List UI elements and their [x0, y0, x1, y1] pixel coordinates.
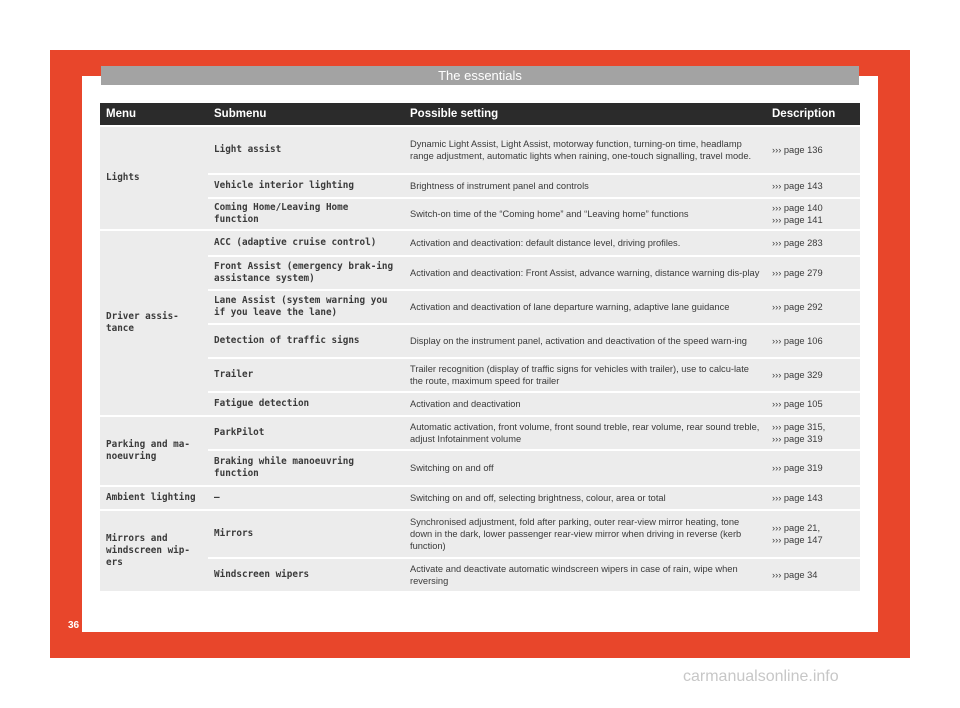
page-ref[interactable]: ››› page 140 [772, 203, 823, 213]
page-ref-cell [766, 257, 860, 289]
setting-cell: Display on the instrument panel, activation and deactivation of the speed warn-ing [404, 325, 766, 357]
table-row [100, 231, 860, 255]
column-header-description: Description [766, 103, 860, 125]
page-ref[interactable]: ››› page 147 [772, 535, 823, 545]
submenu-cell: Braking while manoeuvring function [208, 451, 404, 485]
watermark: carmanualsonline.info [683, 668, 839, 685]
menu-cell: Parking and ma-noeuvring [100, 417, 208, 485]
setting-cell: Brightness of instrument panel and controls [404, 175, 766, 197]
setting-cell: Activation and deactivation of lane departure warning, adaptive lane guidance [404, 291, 766, 323]
page-ref[interactable]: ››› page 105 [772, 399, 823, 409]
page-ref[interactable]: ››› page 329 [772, 370, 823, 380]
page-ref[interactable]: ››› page 319 [772, 463, 823, 473]
setting-cell: Activate and deactivate automatic windscreen wipers in case of rain, wipe when reversing [404, 559, 766, 591]
setting-cell: Switching on and off [404, 451, 766, 485]
setting-cell: Synchronised adjustment, fold after parking, outer rear-view mirror heating, tone down in the dark, lower passenger rear-view mirror when driving in reverse (kerb function) [404, 511, 766, 557]
submenu-cell: Front Assist (emergency brak-ing assistance system) [208, 257, 404, 289]
menu-cell: Ambient lighting [100, 487, 208, 509]
page-ref[interactable]: ››› page 143 [772, 493, 823, 503]
table-row [100, 487, 860, 509]
page-ref[interactable]: ››› page 319 [772, 434, 823, 444]
submenu-cell: Light assist [208, 127, 404, 173]
column-header-menu: Menu [100, 103, 208, 125]
setting-cell: Automatic activation, front volume, front sound treble, rear volume, rear sound treble, adjust Infotainment volume [404, 417, 766, 449]
setting-cell: Trailer recognition (display of traffic signs for vehicles with trailer), use to calcu-late the route, maximum speed for trailer [404, 359, 766, 391]
page-number: 36 [68, 620, 80, 631]
submenu-cell: – [208, 487, 404, 509]
table-row [100, 257, 860, 289]
setting-cell: Activation and deactivation: default distance level, driving profiles. [404, 231, 766, 255]
page-ref-cell [766, 417, 860, 449]
section-title: The essentials [101, 66, 859, 85]
setting-cell: Activation and deactivation: Front Assist, advance warning, distance warning dis-play [404, 257, 766, 289]
page-ref[interactable]: ››› page 279 [772, 268, 823, 278]
page-ref[interactable]: ››› page 34 [772, 570, 818, 580]
submenu-cell: Windscreen wipers [208, 559, 404, 591]
page-ref[interactable]: ››› page 292 [772, 302, 823, 312]
page-ref-cell [766, 359, 860, 391]
table-row [100, 511, 860, 557]
submenu-cell: ACC (adaptive cruise control) [208, 231, 404, 255]
menu-cell: Mirrors and windscreen wip-ers [100, 511, 208, 591]
submenu-cell: ParkPilot [208, 417, 404, 449]
menu-cell: Driver assis-tance [100, 231, 208, 415]
essentials-table [100, 101, 860, 593]
page-ref[interactable]: ››› page 136 [772, 145, 823, 155]
column-header-submenu: Submenu [208, 103, 404, 125]
setting-cell: Switching on and off, selecting brightness, colour, area or total [404, 487, 766, 509]
page-ref-cell [766, 487, 860, 509]
table-row [100, 393, 860, 415]
page-ref[interactable]: ››› page 106 [772, 336, 823, 346]
table-row [100, 559, 860, 591]
page-ref-cell [766, 393, 860, 415]
page-ref[interactable]: ››› page 315, [772, 422, 826, 432]
page-ref[interactable]: ››› page 21, [772, 523, 821, 533]
submenu-cell: Vehicle interior lighting [208, 175, 404, 197]
table-row [100, 291, 860, 323]
setting-cell: Activation and deactivation [404, 393, 766, 415]
table-row [100, 199, 860, 229]
submenu-cell: Lane Assist (system warning you if you leave the lane) [208, 291, 404, 323]
page-ref[interactable]: ››› page 143 [772, 181, 823, 191]
submenu-cell: Coming Home/Leaving Home function [208, 199, 404, 229]
page-ref[interactable]: ››› page 283 [772, 238, 823, 248]
page-ref-cell [766, 231, 860, 255]
page-ref-cell [766, 291, 860, 323]
table-row [100, 417, 860, 449]
page-ref-cell [766, 451, 860, 485]
column-header-setting: Possible setting [404, 103, 766, 125]
submenu-cell: Mirrors [208, 511, 404, 557]
page-ref-cell [766, 175, 860, 197]
table-row [100, 175, 860, 197]
menu-cell: Lights [100, 127, 208, 229]
table-row [100, 127, 860, 173]
submenu-cell: Detection of traffic signs [208, 325, 404, 357]
setting-cell: Dynamic Light Assist, Light Assist, motorway function, turning-on time, headlamp range adjustment, automatic lights when raining, one-touch signalling, travel mode. [404, 127, 766, 173]
page-ref-cell [766, 127, 860, 173]
table-row [100, 325, 860, 357]
submenu-cell: Fatigue detection [208, 393, 404, 415]
submenu-cell: Trailer [208, 359, 404, 391]
table-row [100, 451, 860, 485]
page-ref-cell [766, 559, 860, 591]
table-row [100, 359, 860, 391]
page-ref[interactable]: ››› page 141 [772, 215, 823, 225]
table-header-row [100, 103, 860, 125]
page-ref-cell [766, 511, 860, 557]
page-ref-cell [766, 325, 860, 357]
setting-cell: Switch-on time of the “Coming home” and “Leaving home” functions [404, 199, 766, 229]
page-ref-cell [766, 199, 860, 229]
